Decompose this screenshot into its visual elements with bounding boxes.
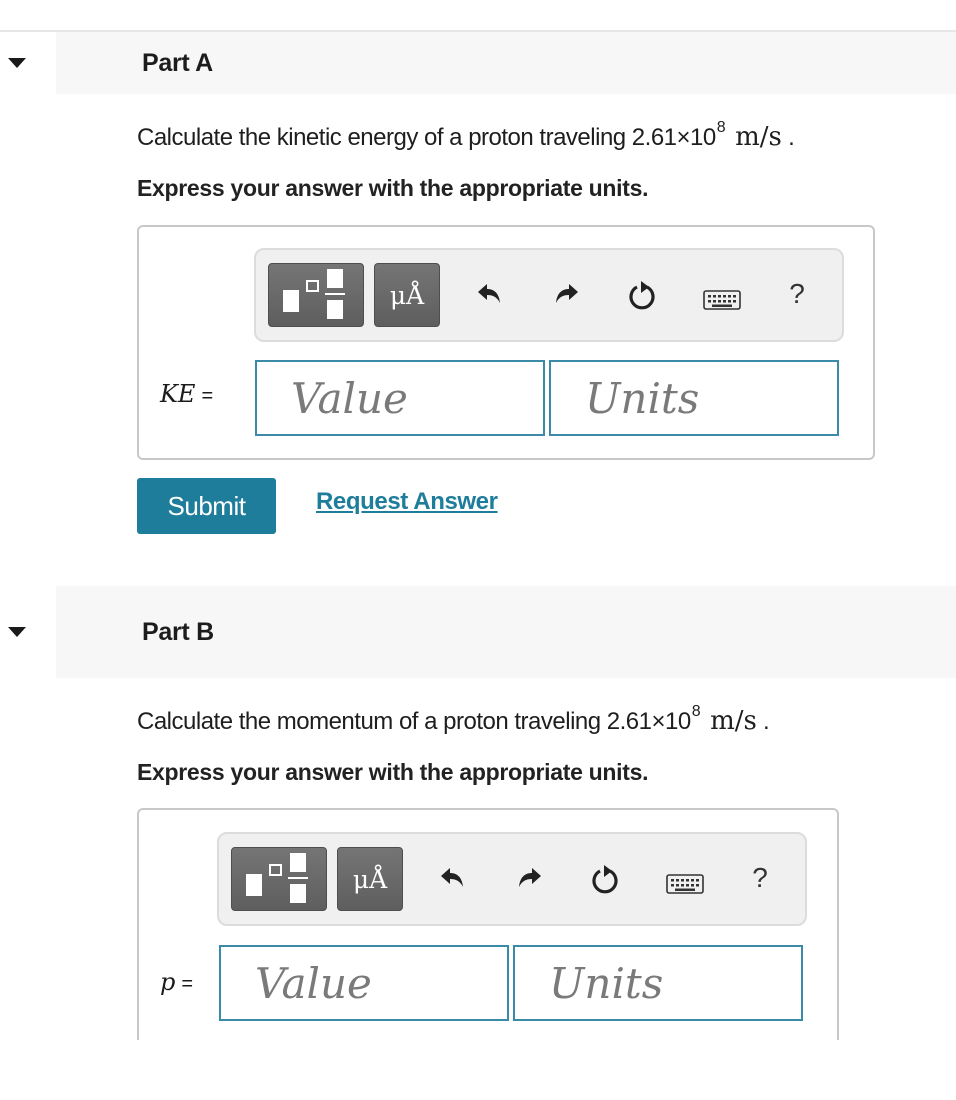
units-input[interactable]: [549, 360, 839, 436]
undo-icon[interactable]: [437, 867, 467, 897]
request-answer-link[interactable]: Request Answer: [316, 488, 498, 515]
question-exponent: 8: [691, 703, 701, 720]
value-input[interactable]: [255, 360, 545, 436]
part-b-header[interactable]: [56, 586, 956, 678]
variable-label: p: [160, 968, 176, 996]
math-toolbar: [254, 248, 844, 342]
part-a-title: Part A: [142, 48, 213, 77]
part-b-answer-box: [137, 808, 839, 1040]
templates-button[interactable]: [268, 263, 364, 327]
help-icon[interactable]: ?: [789, 278, 805, 309]
collapse-caret-icon[interactable]: [8, 58, 26, 68]
question-text: Calculate the kinetic energy of a proton traveling 2.61×10: [137, 124, 716, 151]
question-exponent: 8: [716, 119, 726, 136]
p-label: [160, 968, 193, 996]
value-input[interactable]: [219, 945, 509, 1021]
part-a-answer-box: [137, 225, 875, 460]
part-b-instruction: Express your answer with the appropriate units.: [137, 759, 649, 785]
math-toolbar: [217, 832, 807, 926]
part-b-title: Part B: [142, 617, 214, 646]
question-period: .: [763, 708, 770, 735]
part-b-question: [137, 703, 770, 736]
ke-label: [160, 380, 213, 408]
units-icon: μÅ: [352, 865, 388, 894]
redo-icon[interactable]: [515, 867, 545, 897]
equals-sign: =: [181, 973, 194, 995]
question-text: Calculate the momentum of a proton traveling 2.61×10: [137, 708, 691, 735]
redo-icon[interactable]: [552, 283, 582, 313]
equals-sign: =: [201, 385, 214, 407]
question-unit: m/s: [710, 706, 757, 736]
undo-icon[interactable]: [474, 283, 504, 313]
templates-button[interactable]: [231, 847, 327, 911]
variable-label: KE: [160, 380, 196, 408]
part-a-header[interactable]: [56, 32, 956, 94]
question-period: .: [788, 124, 795, 151]
help-icon[interactable]: ?: [752, 862, 768, 893]
reset-icon[interactable]: [628, 280, 658, 310]
keyboard-icon[interactable]: [665, 874, 705, 904]
submit-button[interactable]: Submit: [137, 478, 276, 534]
units-button[interactable]: [337, 847, 403, 911]
reset-icon[interactable]: [591, 864, 621, 894]
part-a-question: [137, 119, 795, 152]
part-a-instruction: Express your answer with the appropriate units.: [137, 175, 649, 201]
units-button[interactable]: [374, 263, 440, 327]
question-unit: m/s: [735, 122, 782, 152]
collapse-caret-icon[interactable]: [8, 627, 26, 637]
keyboard-icon[interactable]: [702, 290, 742, 320]
units-input[interactable]: [513, 945, 803, 1021]
units-icon: μÅ: [389, 281, 425, 310]
